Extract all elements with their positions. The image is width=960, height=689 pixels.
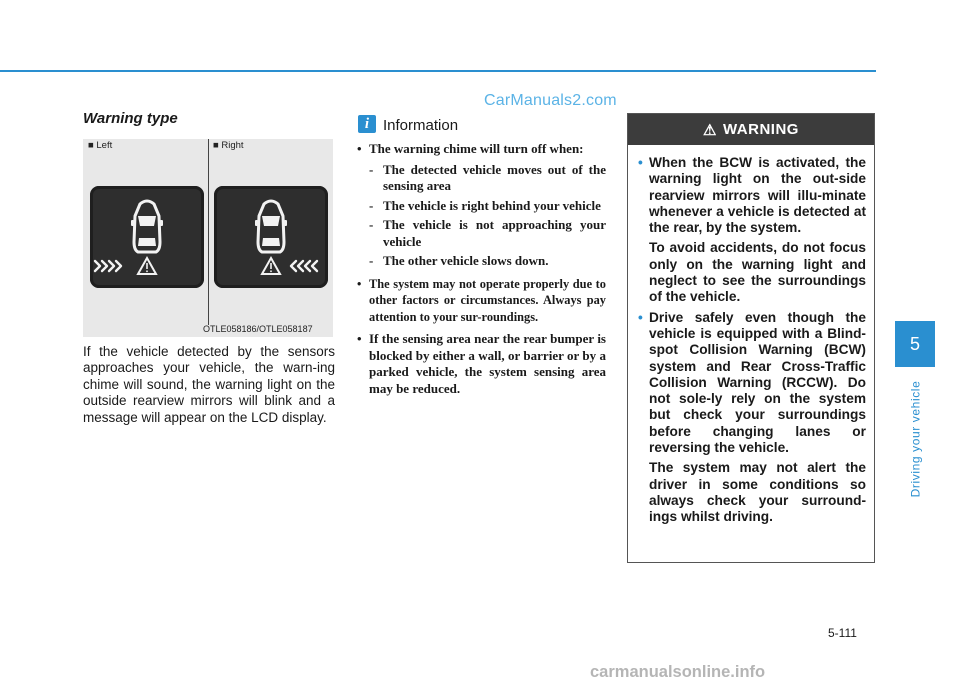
page-number: 5-111: [828, 626, 857, 640]
right-mirror-indicator: [214, 186, 328, 288]
warning-type-figure: [83, 139, 333, 337]
body-paragraph: If the vehicle detected by the sensors approaches your vehicle, the warn-ing chime will sound, the warning light on the outside rearview mirrors will blink and a message will appear on the LCD display.: [83, 344, 335, 425]
information-item-3: • If the sensing area near the rear bumper is blocked by either a wall, or barrier or by a parked vehicle, the system sensing area may be reduced.: [354, 331, 606, 397]
warning-list: [628, 145, 874, 526]
chapter-label-text: Driving your vehicle: [908, 380, 922, 498]
chevron-arrows-icon: [291, 261, 317, 271]
list-item: - The other vehicle slows down.: [369, 253, 606, 270]
car-icon: [214, 186, 328, 288]
warning-title: WARNING: [722, 121, 799, 138]
bullet-icon: •: [638, 155, 643, 170]
left-mirror-indicator: [90, 186, 204, 288]
list-item: [638, 310, 866, 526]
warning-triangle-icon: [262, 258, 280, 274]
warning-triangle-icon: ⚠: [703, 121, 717, 139]
chevron-arrows-icon: [95, 261, 121, 271]
warning-box: [627, 113, 875, 563]
information-item-1: The warning chime will turn off when:: [369, 141, 584, 156]
figure-code: OTLE058186/OTLE058187: [203, 324, 313, 334]
header-rule: [0, 70, 876, 72]
list-item: [354, 141, 606, 270]
list-item: - The vehicle is not approaching your vehicle: [369, 217, 606, 250]
warning-header: [628, 114, 874, 145]
chapter-tab: 5: [895, 321, 935, 367]
bullet-icon: •: [638, 309, 643, 325]
warning-item-1-p1: When the BCW is activated, the warning light on the out-side rearview mirrors will illu-minate whenever a vehicle is detected at the rear, by the system.: [649, 155, 866, 236]
information-icon: i: [358, 115, 376, 133]
information-list: [354, 141, 606, 403]
information-title: Information: [383, 117, 459, 134]
list-item: [638, 155, 866, 306]
car-icon: [90, 186, 204, 288]
list-item: - The detected vehicle moves out of the sensing area: [369, 162, 606, 195]
warning-item-2-p2: The system may not alert the driver in some conditions so always check your surround-ings whilst driving.: [649, 460, 866, 525]
figure-label-left: ■ Left: [88, 140, 113, 151]
chapter-label: [897, 378, 933, 500]
figure-label-right: ■ Right: [213, 140, 244, 151]
warning-item-1-p2: To avoid accidents, do not focus only on the warning light and neglect to see the surroundings of the vehicle.: [649, 240, 866, 305]
list-item: - The vehicle is right behind your vehicle: [369, 198, 606, 215]
section-title: Warning type: [83, 110, 178, 127]
watermark-bottom[interactable]: carmanualsonline.info: [590, 663, 766, 681]
information-item-2: • The system may not operate properly due to other factors or circumstances. Always pay attention to your sur-roundings.: [354, 276, 606, 326]
information-sublist: [369, 162, 606, 270]
warning-item-2-p1: Drive safely even though the vehicle is equipped with a Blind-spot Collision Warning (BCW) system and Rear Cross-Traffic Collision Warning (RCCW). Do not sole-ly rely on the system but check your surroundings before changing lanes or reversing the vehicle.: [649, 309, 866, 456]
figure-divider: [208, 139, 209, 325]
watermark-top[interactable]: CarManuals2.com: [484, 92, 617, 109]
warning-triangle-icon: [138, 258, 156, 274]
